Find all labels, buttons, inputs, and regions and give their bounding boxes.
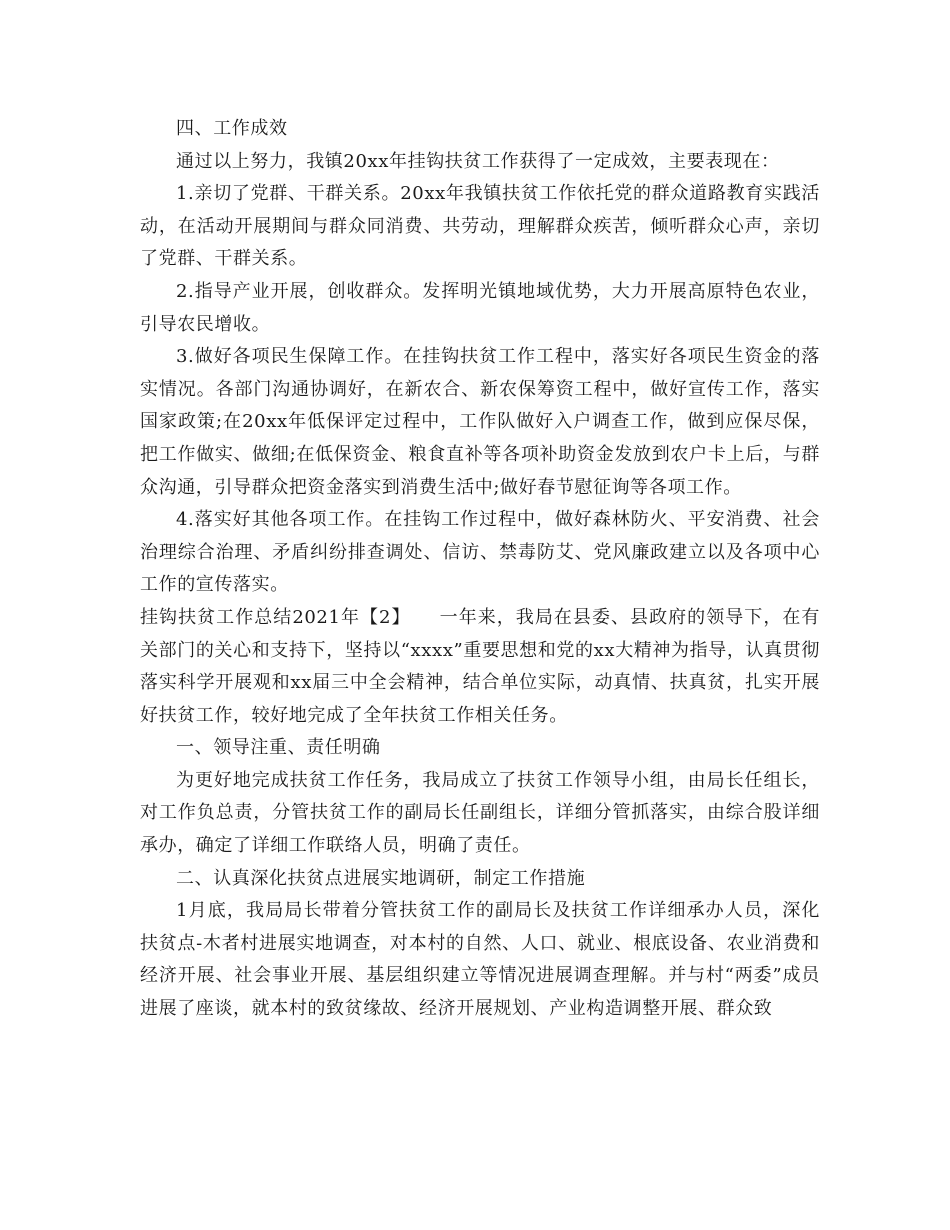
section-heading-leadership: 一、领导注重、责任明确 bbox=[176, 737, 381, 759]
paragraph-item-4: 4.落实好其他各项工作。在挂钩工作过程中，做好森林防火、平安消费、社会治理综合治理、矛盾纠纷排查调处、信访、禁毒防艾、党风廉政建立以及各项中心工作的宣传落实。 bbox=[140, 509, 820, 596]
paragraph-intro-results: 通过以上努力，我镇20xx年挂钩扶贫工作获得了一定成效，主要表现在： bbox=[176, 150, 780, 172]
paragraph-item-1: 1.亲切了党群、干群关系。20xx年我镇扶贫工作依托党的群众道路教育实践活动，在活动开展期间与群众同消费、共劳动，理解群众疾苦，倾听群众心声，亲切了党群、干群关系。 bbox=[140, 183, 820, 270]
paragraph-leadership-group: 为更好地完成扶贫工作任务，我局成立了扶贫工作领导小组，由局长任组长，对工作负总责，分管扶贫工作的副局长任副组长，详细分管抓落实，由综合股详细承办，确定了详细工作联络人员，明确了责任。 bbox=[140, 769, 820, 857]
paragraph-item-3: 3.做好各项民生保障工作。在挂钩扶贫工作工程中，落实好各项民生资金的落实情况。各部门沟通协调好，在新农合、新农保筹资工程中，做好宣传工作，落实国家政策;在20xx年低保评定过程中，工作队做好入户调查工作，做到应保尽保，把工作做实、做细;在低保资金、粮食直补等各项补助资金发放到农户卡上后，与群众沟通，引导群众把资金落实到消费生活中;做好春节慰征询等各项工作。 bbox=[140, 346, 820, 498]
paragraph-january-research: 1月底，我局局长带着分管扶贫工作的副局长及扶贫工作详细承办人员，深化扶贫点-木者村进展实地调查，对本村的自然、人口、就业、根底设备、农业消费和经济开展、社会事业开展、基层组织建立等情况进展调查理解。并与村“两委”成员进展了座谈，就本村的致贫缘故、经济开展规划、产业构造调整开展、群众致 bbox=[140, 900, 820, 1020]
document-body bbox=[140, 113, 820, 1026]
paragraph-item-2: 2.指导产业开展，创收群众。发挥明光镇地域优势，大力开展高原特色农业，引导农民增收。 bbox=[140, 280, 820, 335]
section-heading-field-research: 二、认真深化扶贫点进展实地调研，制定工作措施 bbox=[176, 867, 586, 889]
section-heading-work-results: 四、工作成效 bbox=[176, 118, 288, 139]
paragraph-summary-2021-part-2: 挂钩扶贫工作总结2021年【2】 一年来，我局在县委、县政府的领导下，在有关部门的关心和支持下，坚持以“xxxx”重要思想和党的xx大精神为指导，认真贯彻落实科学开展观和xx届三中全会精神，结合单位实际，动真情、扶真贫，扎实开展好扶贫工作，较好地完成了全年扶贫工作相关任务。 bbox=[140, 606, 820, 726]
